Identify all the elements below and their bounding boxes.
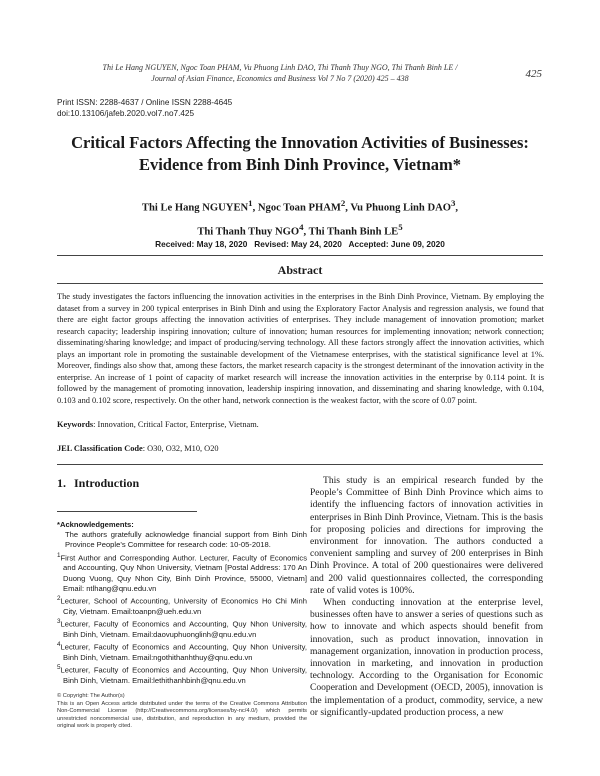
- keywords-label: Keywords: [57, 420, 94, 429]
- jel-label: JEL Classification Code: [57, 444, 143, 453]
- footnote: $^3$Lecturer, Faculty of Economics and Accounting, Quy Nhon University, Binh Dinh, Vietnam. Email:daovuphuonglinh@qnu.edu.vn: [57, 617, 307, 639]
- abstract-heading: Abstract: [277, 263, 323, 277]
- submission-dates: Received: May 18, 2020 Revised: May 24, 2020 Accepted: June 09, 2020: [155, 239, 445, 249]
- acknowledgements-heading: *Acknowledgements:: [57, 520, 134, 529]
- abstract-text: The study investigates the factors influencing the innovation activities in the enterprises in the Binh Dinh Province, Vietnam. By employing the dataset from a survey in 200 typical enterprises in Binh Dinh and using the Exploratory Factor Analysis and regression analysis, we found that there are eight factor groups affecting the innovation activities of enterprises. They include management of innovation promotion; market research capacity; leadership inspiring innovation; culture of innovation; human resources for implementing innovation; network connection; disseminating/sharing knowledge; and impact of producing/serving technology. All these factors strongly affect the innovation activities, which plays an important role in promoting the sustainable development of the Vietnamese enterprises, with the statistical significance level at 1%. Moreover, findings also show that, among these factors, the market research capacity is the strongest determinant of the innovation activity in the enterprise. An increase of 1 point of capacity of market research will increase the innovation activities in the enterprise by 0.114 point. It is followed by the management of promoting innovation, leadership inspiring innovation, and disseminating and sharing knowledge, with 0.104, 0.103 and 0.102 score, respectively. On the other hand, network connection is the weakest factor, with the score of 0.07 point.: [57, 292, 544, 405]
- author-2: Ngoc Toan PHAM: [257, 202, 341, 214]
- copyright-notice: [57, 693, 307, 731]
- paper-title: [60, 132, 540, 176]
- license-text: This is an Open Access article distributed under the terms of the Creative Commons Attribution Non-Commercial License (http://Creativecommons.org/licenses/by-nc/4.0/) which permits unrestricted noncommercial use, distribution, and reproduction in any medium, provided the original work is properly cited.: [57, 700, 307, 730]
- divider: [57, 464, 543, 465]
- body-paragraph: When conducting innovation at the enterprise level, businesses often have to answer a series of questions such as how to innovate and which aspects should benefit from innovation, such as product innovation, innovation in management organization, innovation in production process, innovation in marketing, and innovation in production technology. According to the Organisation for Economic Cooperation and Development (OECD, 2005), innovation is the implementation of a product, commodity, service, a new or significantly-updated production process, a new: [310, 597, 543, 718]
- footnotes: [57, 520, 307, 686]
- doi: doi:10.13106/jafeb.2020.vol7.no7.425: [57, 109, 195, 118]
- issn-block: [57, 97, 232, 119]
- keywords: [57, 420, 544, 429]
- author-3: Vu Phuong Linh DAO: [350, 202, 451, 214]
- footnote: $^1$First Author and Corresponding Author. Lecturer, Faculty of Economics and Accounting, Quy Nhon University, Vietnam [Postal Address: 170 An Duong Vuong, Quy Nhon City, Binh Dinh Province, 55000, Vietnam] Email: ntlhang@qnu.edu.vn: [57, 551, 307, 593]
- divider: [57, 255, 543, 256]
- section-heading: [57, 476, 139, 491]
- running-header-authors: Thi Le Hang NGUYEN, Ngoc Toan PHAM, Vu Phuong Linh DAO, Thi Thanh Thuy NGO, Thi Thanh Binh LE /: [102, 63, 458, 72]
- footnote: $^5$Lecturer, Faculty of Economics and Accounting, Quy Nhon University, Binh Dinh, Vietnam. Email:lethithanhbinh@qnu.edu.vn: [57, 663, 307, 685]
- copyright-line: © Copyright: The Author(s): [57, 693, 125, 699]
- footnote-divider: [57, 511, 197, 512]
- running-header-journal: Journal of Asian Finance, Economics and Business Vol 7 No 7 (2020) 425 – 438: [151, 74, 409, 83]
- jel-text: : O30, O32, M10, O20: [142, 444, 219, 453]
- title-line-1: Critical Factors Affecting the Innovation Activities of Businesses:: [71, 133, 529, 152]
- acknowledgements-text: The authors gratefully acknowledge financial support from Binh Dinh Province People’s Committee for research code: 10-05-2018.: [65, 530, 307, 550]
- section-number: 1.: [57, 476, 66, 490]
- footnote: $^2$Lecturer, School of Accounting, University of Economics Ho Chi Minh City, Vietnam. Email:toanpn@ueh.edu.vn: [57, 594, 307, 616]
- body-paragraph: This study is an empirical research funded by the People’s Committee of Binh Dinh Province which aims to identify the influencing factors of innovation activities in enterprises in Binh Dinh Province, Vietnam. This is the basis for proposing policies and directions for improving the environment for innovation. The authors conducted a convenient sampling and survey of 200 enterprises in Binh Dinh Province. A total of 200 questionaires were delivered and 200 valid questionnaires collected, the corresponding rate of valid votes is 100%.: [310, 475, 543, 596]
- issn: Print ISSN: 2288-4637 / Online ISSN 2288-4645: [57, 98, 233, 107]
- author-5: Thi Thanh Binh LE: [308, 226, 399, 238]
- page-number: 425: [525, 68, 542, 80]
- jel-codes: [57, 444, 544, 453]
- divider: [57, 283, 543, 284]
- author-list: Thi Le Hang NGUYEN$^1$, Ngoc Toan PHAM$^2$, Vu Phuong Linh DAO$^3$, Thi Thanh Thuy NGO$^4$, Thi Thanh Binh $LE^5$: [141, 198, 459, 238]
- section-title: Introduction: [74, 476, 140, 490]
- author-1: Thi Le Hang NGUYEN: [141, 202, 249, 214]
- footnote: $^4$Lecturer, Faculty of Economics and Accounting, Quy Nhon University, Binh Dinh, Vietnam. Email:ngothithanhthuy@qnu.edu.vn: [57, 640, 307, 662]
- body-column: [310, 475, 543, 719]
- running-header: [60, 62, 500, 84]
- title-line-2: Evidence from Binh Dinh Province, Vietnam*: [138, 155, 462, 174]
- author-4: Thi Thanh Thuy NGO: [197, 226, 300, 238]
- keywords-text: : Innovation, Critical Factor, Enterprise, Vietnam.: [93, 420, 259, 429]
